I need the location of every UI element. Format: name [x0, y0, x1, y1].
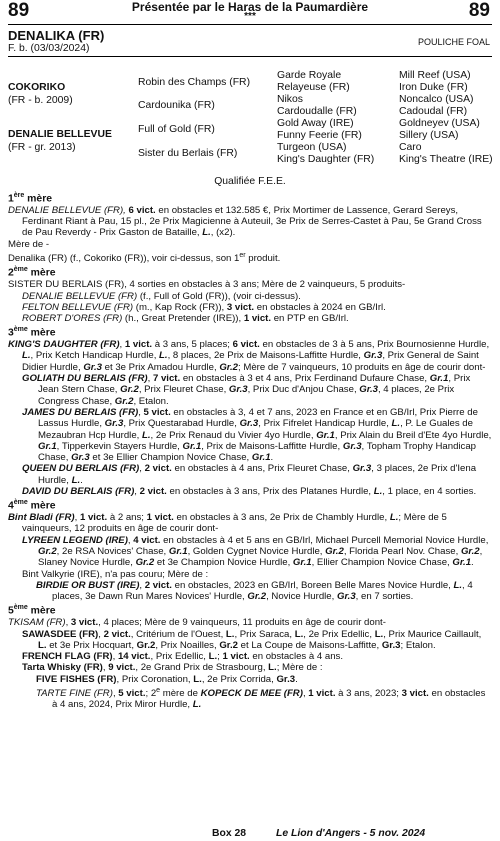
pedigree-gen4: Goldneyev (USA) [399, 118, 480, 129]
header-divider [8, 24, 492, 25]
text-run: Bint Bladi (FR) [8, 512, 75, 524]
text-run: L. [159, 350, 168, 362]
text-run: DENALIE BELLEVUE (FR), [8, 204, 129, 216]
pedigree-gen4: Cadoudal (FR) [399, 106, 468, 117]
text-run: Gr.2 [219, 361, 238, 373]
text-run: , Topham Trophy Handicap Chase, [38, 440, 477, 464]
pedigree-paragraph [8, 205, 492, 239]
text-run: en obstacles à 3 ans, Prix des Platanes Hurdle, [166, 486, 374, 498]
text-run: DAVID DU BERLAIS (FR) [22, 486, 135, 498]
lot-number-right: 89 [468, 0, 490, 21]
text-run: FELTON BELLEVUE (FR) [22, 301, 134, 313]
text-run: , 2e Prix Renaud du Vivier 4yo Hurdle, [150, 429, 317, 441]
text-run: mère [24, 193, 53, 205]
text-run: 14 vict. [117, 651, 151, 663]
text-run: Gr.3 [228, 384, 248, 396]
text-run: , Novice Hurdle, [266, 591, 337, 603]
text-run: L. [71, 474, 81, 486]
text-run: , [302, 688, 309, 700]
text-run: en obstacles à 2024 en GB/Irl. [254, 301, 386, 313]
text-run: Gr.3 [381, 639, 401, 651]
text-run: Gr.3 [83, 361, 102, 373]
text-run: mère [27, 605, 56, 617]
presenter-stars: *** [244, 11, 256, 22]
text-run: en obstacles à 3 ans, 2e Prix de Chambly Hurdle, [173, 512, 390, 524]
text-run: , 4 places, 2e Prix Congress Chase, [38, 384, 455, 407]
dam-details: (FR - gr. 2013) [8, 142, 76, 153]
text-run: en obstacles à 3 et 4 ans, Prix Ferdinand Dufaure Chase, [180, 373, 430, 385]
text-run: et 3e Prix Amadou Hurdle, [102, 361, 220, 373]
text-run: 5 vict. [118, 688, 146, 700]
text-run: ; Mère de 7 vainqueurs, 10 produits en âge de courir dont- [238, 361, 486, 373]
text-run: à 3 ans, 5 places; [152, 339, 233, 351]
text-run: 2 vict. [139, 486, 167, 498]
text-run: (f., Full of Gold (FR)), (voir ci-dessus). [137, 290, 301, 302]
text-run: en obstacles à 4 ans. [249, 651, 344, 663]
text-run: à 3 ans, 2023; [335, 688, 402, 700]
text-run: ème [13, 499, 28, 507]
text-run: Mère de - [8, 238, 50, 250]
text-run: , Prix Duc d'Anjou Chase, [247, 384, 360, 396]
text-run: ème [13, 604, 28, 612]
text-run: mère [27, 500, 56, 512]
pedigree-gen3: King's Daughter (FR) [277, 154, 375, 165]
text-run: 3 vict. [226, 301, 255, 313]
pedigree-paragraph [8, 291, 492, 302]
pedigree-gen4: King's Theatre (IRE) [399, 154, 493, 165]
text-run: , 1 place, en 4 sorties. [382, 486, 477, 498]
text-run: 4 vict. [133, 534, 161, 546]
generation-heading [8, 264, 492, 279]
text-run: , Prix Noailles, [155, 639, 220, 651]
text-run: 5 vict. [143, 406, 171, 418]
text-run: , en 7 sorties. [355, 591, 414, 603]
text-run: à 2 ans; [107, 512, 147, 524]
text-run: FIVE FISHES (FR) [36, 673, 117, 685]
text-run: Gr.2 [460, 545, 480, 557]
pedigree-gen2: Sister du Berlais (FR) [138, 148, 238, 159]
text-run: KOPECK DE MEE (FR) [200, 688, 303, 700]
text-run: e [156, 687, 161, 694]
text-run: en obstacles à 4 ans, Prix Fleuret Chase, [171, 463, 353, 475]
text-run: L. [391, 418, 401, 430]
text-run: 7 vict. [152, 373, 181, 385]
text-run: , Tipperkevin Stayers Hurdle, [56, 440, 183, 452]
box-number: Box 28 [212, 828, 247, 839]
qualification-label: Qualifiée F.E.E. [214, 176, 286, 187]
text-run: en obstacles à 4 et 5 ans en GB/Irl, Michael Purcell Memorial Novice Hurdle, [160, 534, 489, 546]
text-run: Gr.1 [452, 557, 472, 569]
text-run: Gr.3 [276, 673, 296, 685]
text-run: 4 [8, 500, 14, 512]
text-run: 5 [8, 605, 14, 617]
text-run: (m., Kap Rock (FR)), [133, 301, 227, 313]
text-run: , 2e Prix Corrida, [201, 673, 277, 685]
generation-heading [8, 602, 492, 617]
text-run: DENALIE BELLEVUE (FR) [22, 290, 138, 302]
text-run: , Florida Pearl Nov. Chase, [343, 545, 461, 557]
text-run: , [112, 651, 118, 663]
text-run: , [74, 512, 80, 524]
text-run: en obstacles et 132.585 €, Prix Mortimer de Lassence, Gerard Sereys, Ferdinant Riant à Pau, 15 pl., 2e Prix Magicienne à Auteuil, 3e Prix de Serres-Castet à Pau, 5e Grand Cross de Pau Reverdy - Prix Gaston de Bataille, [22, 204, 482, 239]
text-run: SISTER DU BERLAIS (FR), 4 sorties en obstacles à 3 ans; Mère de 2 vainqueurs, 5 produits- [8, 279, 406, 291]
text-run: en obstacles, 2023 en GB/Irl, Boreen Belle Mares Novice Hurdle, [171, 579, 454, 591]
text-run: 1 vict. [308, 688, 336, 700]
pedigree-paragraph [8, 463, 492, 486]
text-run: , [65, 617, 71, 629]
pedigree-gen4: Noncalco (USA) [399, 94, 474, 105]
pedigree-gen4: Sillery (USA) [399, 130, 459, 141]
text-run: , 3 places, 2e Prix d'Iena Hurdle, [38, 463, 477, 486]
text-run: L. [294, 628, 304, 640]
text-run: Gr.3 [71, 452, 90, 464]
text-run: , Prix Edellic, [150, 651, 209, 663]
pedigree-paragraph [8, 313, 492, 324]
text-run: Gr.3 [352, 463, 372, 475]
pedigree-gen3: Nikos [277, 94, 303, 105]
text-run: , Prix General de Saint Didier Hurdle, [22, 350, 479, 373]
generation-heading [8, 190, 492, 205]
text-run: 2 vict. [103, 628, 131, 640]
text-run: Gr.3 [104, 418, 124, 430]
text-run: et 3e Champion Novice Hurdle, [154, 557, 293, 569]
text-run: Gr.3 [342, 440, 362, 452]
presenter-line: Présentée par le Haras de la Paumardière [131, 0, 369, 14]
text-run: ROBERT D'ORES (FR) [22, 313, 123, 325]
text-run: , Golden Cygnet Novice Hurdle, [187, 545, 326, 557]
text-run: 2 vict. [144, 463, 172, 475]
text-run: en obstacles de 3 à 5 ans, Prix Bournosienne Hurdle, [259, 339, 490, 351]
text-run: Gr.2 [136, 639, 156, 651]
text-run: 1 [8, 193, 14, 205]
pedigree-gen3: Turgeon (USA) [277, 142, 347, 153]
text-run: et 3e Ellier Champion Novice Chase, [89, 452, 252, 464]
text-run: Gr.2 [219, 639, 238, 651]
text-run: BIRDIE OR BUST (IRE) [36, 579, 140, 591]
text-run: 1 vict. [222, 651, 250, 663]
pedigree-paragraph [8, 685, 492, 711]
pedigree-gen2: Cardounika (FR) [138, 100, 215, 111]
pedigree-gen4: Mill Reef (USA) [399, 70, 471, 81]
text-run: , 2e Prix Edellic, [303, 628, 375, 640]
text-run: , [139, 463, 145, 475]
text-run: Gr.1 [251, 452, 271, 464]
generation-heading [8, 497, 492, 512]
text-run: TKISAM (FR) [8, 617, 66, 629]
text-run: , [134, 486, 140, 498]
sire-details: (FR - b. 2009) [8, 95, 73, 106]
horse-category: POULICHE FOAL [417, 37, 490, 47]
text-run: Gr.1 [182, 440, 202, 452]
text-run: SAWASDEE (FR) [22, 628, 99, 640]
identity-divider [8, 56, 492, 57]
text-run: 3 vict. [70, 617, 99, 629]
pedigree-gen3: Funny Feerie (FR) [277, 130, 362, 141]
text-run: L. [389, 512, 399, 524]
text-run: , [98, 628, 104, 640]
text-run: et 3e Prix Hocquart, [46, 639, 137, 651]
text-run: , Prix Jean Stern Chase, [38, 373, 471, 396]
pedigree-paragraph [8, 239, 492, 250]
text-run: Gr.2 [120, 384, 139, 396]
text-run: L. [373, 486, 383, 498]
pedigree-paragraph [8, 373, 492, 407]
pedigree-paragraph [8, 407, 492, 463]
pedigree-gen4: Caro [399, 142, 422, 153]
pedigree-paragraph [8, 580, 492, 603]
text-run: en obstacles à 4 ans, 2024, Prix Miror Hurdle, [52, 688, 486, 711]
text-run: Gr.2 [247, 591, 267, 603]
text-run: 9 vict. [108, 662, 136, 674]
text-run: L. [38, 639, 47, 651]
pedigree-paragraph [8, 535, 492, 569]
text-run: L. [208, 651, 218, 663]
pedigree-paragraph [8, 651, 492, 662]
text-run: , 4 places; Mère de 9 vainqueurs, 11 produits en âge de courir dont- [98, 617, 386, 629]
pedigree-gen3: Gold Away (IRE) [277, 118, 354, 129]
text-run: 1 vict. [79, 512, 108, 524]
text-run: , 2e Grand Prix de Strasbourg, [135, 662, 269, 674]
pedigree-paragraph [8, 512, 492, 535]
pedigree-paragraph [8, 302, 492, 313]
text-run: , [139, 579, 145, 591]
horse-details: F. b. (03/03/2024) [8, 43, 90, 54]
text-run: 3 vict. [401, 688, 429, 700]
text-run: Gr.2 [135, 557, 155, 569]
pedigree-paragraph [8, 339, 492, 373]
text-run: Tarta Whisky (FR) [22, 662, 103, 674]
pedigree-gen3: Relayeuse (FR) [277, 82, 350, 93]
text-run: L. [192, 699, 202, 711]
text-run: ème [13, 266, 28, 274]
text-run: TARTE FINE (FR) [36, 688, 113, 700]
pedigree-paragraph [8, 279, 492, 290]
text-run: , [147, 373, 153, 385]
text-run: 1 vict. [243, 313, 272, 325]
text-run: ; [217, 651, 223, 663]
text-run: KING'S DAUGHTER (FR) [8, 339, 120, 351]
sale-info: Le Lion d'Angers - 5 nov. 2024 [276, 828, 426, 839]
text-run: ; 2 [145, 688, 157, 700]
text-run: Gr.1 [168, 545, 188, 557]
text-run: (h., Great Pretender (IRE)), [122, 313, 244, 325]
text-run: ; Etalon. [400, 639, 436, 651]
text-run: , Prix Maurice Caillault, [383, 628, 482, 640]
text-run: Gr.3 [363, 350, 383, 362]
pedigree-gen2: Robin des Champs (FR) [138, 77, 251, 88]
text-run: 1 vict. [124, 339, 153, 351]
text-run: Gr.1 [38, 440, 57, 452]
text-run: L. [141, 429, 151, 441]
text-run: Gr.3 [336, 591, 356, 603]
pedigree-paragraph [8, 250, 492, 264]
text-run: en obstacles à 3, 4 et 7 ans, 2023 en France et en GB/Irl, Prix Pierre de Lassus Hurdle, [38, 406, 478, 430]
text-run: . [471, 557, 474, 569]
text-run: , Prix Coronation, [116, 673, 194, 685]
pedigree-paragraph [8, 674, 492, 685]
text-run: , Prix de Maisons-Laffitte Hurdle, [201, 440, 343, 452]
horse-name: DENALIKA (FR) [8, 28, 105, 43]
text-run: L. [225, 628, 235, 640]
text-run: 6 vict. [128, 204, 156, 216]
text-run: QUEEN DU BERLAIS (FR) [22, 463, 140, 475]
text-run: , Ellier Champion Novice Chase, [311, 557, 453, 569]
pedigree-paragraph [8, 629, 492, 652]
text-run: L. [453, 579, 463, 591]
text-run: 2 [8, 267, 14, 279]
pedigree-paragraph [8, 662, 492, 673]
text-run: , [127, 534, 134, 546]
pedigree-gen4: Iron Duke (FR) [399, 82, 468, 93]
text-run: , Prix Saraca, [234, 628, 295, 640]
text-run: , Prix Fleuret Chase, [138, 384, 229, 396]
text-run: Gr.1 [292, 557, 312, 569]
text-run: Gr.2 [38, 545, 57, 557]
text-run: mère de [160, 688, 201, 700]
text-run: . [295, 673, 298, 685]
text-run: en PTP en GB/Irl. [271, 313, 349, 325]
text-run: , Etalon. [133, 395, 169, 407]
dam-line-notes [8, 190, 492, 711]
pedigree-gen2: Full of Gold (FR) [138, 124, 215, 135]
text-run: , Critérium de l'Ouest, [130, 628, 226, 640]
text-run: 6 vict. [232, 339, 260, 351]
text-run: ème [13, 326, 28, 334]
text-run: JAMES DU BERLAIS (FR) [22, 406, 139, 418]
text-run: , Slaney Novice Hurdle, [38, 545, 483, 569]
text-run: Gr.1 [316, 429, 335, 441]
pedigree-paragraph [8, 617, 492, 628]
text-run: Gr.3 [239, 418, 259, 430]
text-run: 2 vict. [144, 579, 172, 591]
text-run: L. [374, 628, 384, 640]
text-run: LYREEN LEGEND (IRE) [22, 534, 128, 546]
text-run: er [239, 251, 246, 259]
text-run: 3 [8, 327, 14, 339]
text-run: GOLIATH DU BERLAIS (FR) [22, 373, 148, 385]
text-run: 1 vict. [146, 512, 174, 524]
pedigree-gen3: Garde Royale [277, 70, 342, 81]
text-run: L. [22, 350, 31, 362]
text-run: , (x2). [210, 227, 236, 239]
text-run: , 4 places, 3e Dawn Run Mares Novices' Hurdle, [52, 579, 473, 603]
pedigree-paragraph [8, 569, 492, 580]
text-run: , [112, 688, 119, 700]
text-run: Gr.3 [359, 384, 378, 396]
text-run: , 2e RSA Novices' Chase, [56, 545, 169, 557]
text-run: , Prix Ketch Handicap Hurdle, [30, 350, 160, 362]
text-run: Gr.1 [429, 373, 449, 385]
text-run: Gr.2 [114, 395, 134, 407]
lot-number-left: 89 [8, 0, 30, 21]
text-run: , Prix Questarabad Hurdle, [123, 418, 240, 430]
text-run: Denalika (FR) (f., Cokoriko (FR)), voir ci-dessus, son 1 [8, 253, 240, 265]
text-run: ère [13, 192, 25, 199]
text-run: L. [268, 662, 277, 674]
text-run: . [270, 452, 274, 464]
text-run: , Prix Fifrelet Handicap Hurdle, [258, 418, 392, 430]
text-run: L. [193, 673, 202, 685]
text-run: ; Mère de : [276, 662, 323, 674]
text-run: , P. Le Guales de Mezaubran Hcp Hurdle, [38, 418, 473, 441]
text-run: , [138, 406, 144, 418]
text-run: FRENCH FLAG (FR) [22, 651, 113, 663]
text-run: produit. [245, 253, 281, 265]
pedigree-gen3: Cardoudalle (FR) [277, 106, 357, 117]
text-run: , 8 places, 2e Prix de Maisons-Laffitte Hurdle, [167, 350, 364, 362]
text-run: et La Coupe de Maisons-Laffitte, [237, 639, 382, 651]
pedigree-paragraph [8, 486, 492, 497]
text-run: , [102, 662, 109, 674]
text-run: , [119, 339, 125, 351]
dam-name: DENALIE BELLEVUE [8, 129, 112, 140]
generation-heading [8, 324, 492, 339]
text-run: , Prix Alain du Breil d'Ete 4yo Hurdle, [334, 429, 492, 441]
text-run: Bint Valkyrie (IRE), n'a pas couru; Mère de : [22, 568, 209, 580]
text-run: Gr.2 [325, 545, 344, 557]
text-run: mère [27, 327, 56, 339]
text-run: . [80, 474, 83, 486]
sire-name: COKORIKO [8, 82, 66, 93]
text-run: L. [202, 227, 211, 239]
text-run: mère [27, 267, 56, 279]
text-run: ; Mère de 5 vainqueurs, 12 produits en âge de courir dont- [22, 512, 447, 535]
